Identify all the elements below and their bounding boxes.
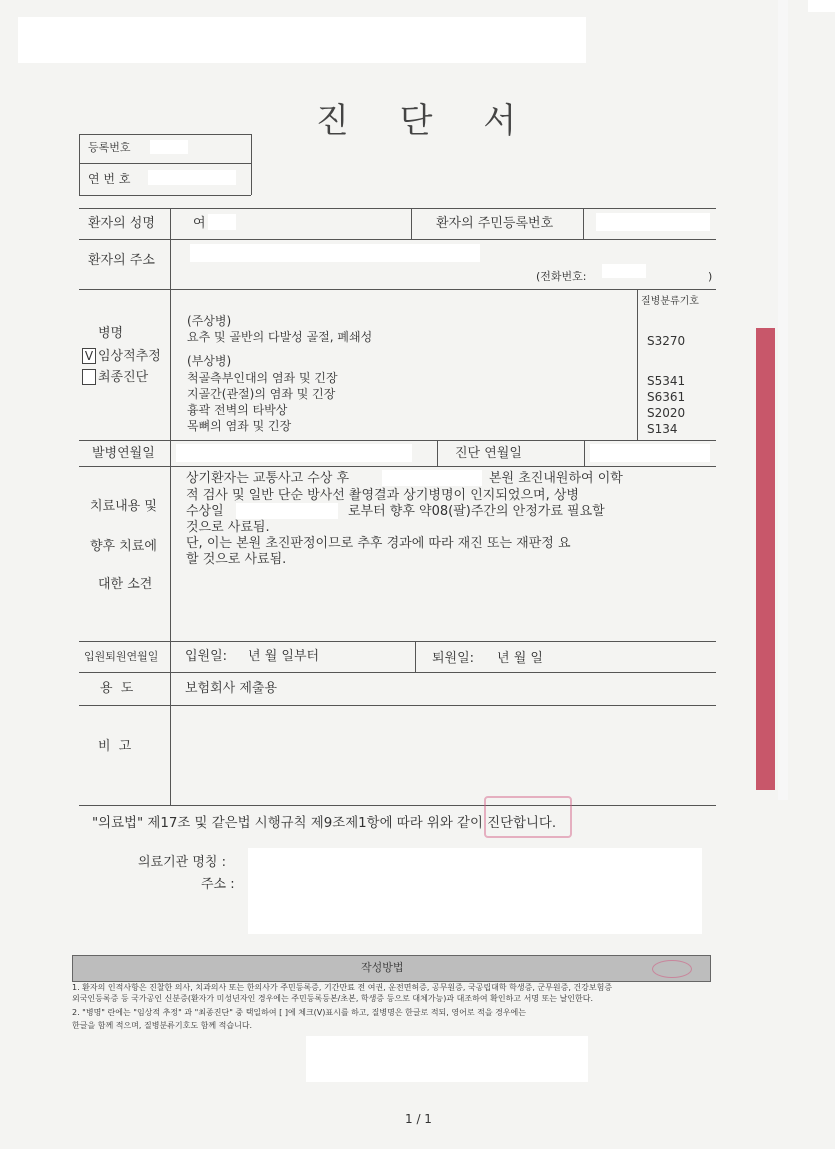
redacted-injury-date <box>236 503 338 519</box>
redacted-patient-name <box>208 214 236 230</box>
code-header: 질병분류기호 <box>641 296 699 307</box>
serial-no-label: 연 번 호 <box>88 172 131 186</box>
opinion-label-line3: 대한 소견 <box>98 577 153 592</box>
final-diagnosis-checkbox[interactable] <box>82 369 96 385</box>
diagnosis-label: 병명 <box>98 326 124 341</box>
document-title: 진 단 서 <box>316 101 537 141</box>
opinion-line-right: 로부터 향후 약08(팔)주간의 안정가료 필요할 <box>348 504 605 519</box>
secondary-diagnosis-code: S134 <box>647 422 678 436</box>
redacted-signature <box>306 1036 588 1082</box>
redacted-corner <box>808 0 835 12</box>
primary-diagnosis-name: 요추 및 골반의 다발성 골절, 폐쇄성 <box>187 330 373 344</box>
reg-no-label: 등록번호 <box>88 141 131 154</box>
opinion-line-left: 할 것으로 사료됨. <box>186 552 287 567</box>
redacted-serial-no <box>148 170 236 185</box>
redacted-resident-no <box>596 213 710 231</box>
instruction-line: 한글을 함께 적으며, 질병분류기호도 함께 적습니다. <box>72 1021 253 1030</box>
initials-stamp-icon <box>652 960 692 978</box>
admit-label: 입원일: <box>185 649 228 664</box>
admit-text: 년 월 일부터 <box>248 649 320 664</box>
opinion-label-line1: 치료내용 및 <box>90 499 157 514</box>
instructions-header: 작성방법 <box>361 961 404 974</box>
instruction-line: 외국인등록증 등 국가공인 신분증(환자가 미성년자인 경우에는 주민등록등본/초본, 학생증 등으로 대체가능)과 대조하여 확인하고 서명 또는 날인한다. <box>72 994 594 1003</box>
secondary-diagnosis-name: 지골간(관절)의 염좌 및 긴장 <box>187 387 336 401</box>
scanner-side-bar <box>756 328 775 790</box>
patient-address-label: 환자의 주소 <box>88 253 155 268</box>
institution-name-label: 의료기관 명칭 : <box>138 855 226 870</box>
secondary-diagnosis-code: S6361 <box>647 390 686 404</box>
secondary-diagnosis-code: S2020 <box>647 406 686 420</box>
certification-statement: "의료법" 제17조 및 같은법 시행규칙 제9조제1항에 따라 위와 같이 진단합니다. <box>92 816 557 831</box>
final-diagnosis-label: 최종진단 <box>98 370 149 385</box>
redacted-header <box>18 17 586 63</box>
right-margin-strip <box>778 0 788 800</box>
opinion-line-left: 것으로 사료됨. <box>186 520 270 535</box>
patient-name-value: 여 <box>193 216 206 231</box>
redacted-onset-date <box>176 444 412 462</box>
redacted-accident-date <box>382 470 482 486</box>
institution-address-label: 주소 : <box>201 877 235 892</box>
clinical-estimate-label: 임상적추정 <box>98 349 161 364</box>
patient-name-label: 환자의 성명 <box>88 216 155 231</box>
clinical-estimate-checkbox[interactable]: V <box>82 348 96 364</box>
redacted-institution <box>248 848 702 934</box>
purpose-value: 보험회사 제출용 <box>185 681 278 696</box>
secondary-diagnosis-name: 척골측부인대의 염좌 및 긴장 <box>187 371 338 385</box>
diagnosis-date-label: 진단 연월일 <box>455 446 522 461</box>
instruction-line: 2. "병명" 란에는 "임상적 추정" 과 "최종진단" 중 택일하여 [ ]에 체크(V)표시를 하고, 질병명은 한글로 적되, 영어로 적을 경우에는 <box>72 1008 527 1017</box>
opinion-label-line2: 향후 치료에 <box>90 539 157 554</box>
discharge-text: 년 월 일 <box>497 651 543 666</box>
purpose-label: 용 도 <box>100 681 136 696</box>
opinion-line-right: 본원 초진내원하여 이학 <box>489 471 623 486</box>
secondary-diagnosis-code: S5341 <box>647 374 686 388</box>
resident-no-label: 환자의 주민등록번호 <box>436 216 554 231</box>
remarks-label: 비 고 <box>98 739 134 754</box>
secondary-diagnosis-name: 목뼈의 염좌 및 긴장 <box>187 419 292 433</box>
instruction-line: 1. 환자의 인적사항은 진찰한 의사, 치과의사 또는 한의사가 주민등록증, 기간만료 전 여권, 운전면허증, 공무원증, 국공립대학 학생증, 군무원증, 건강보험증 <box>72 983 613 992</box>
phone-close: ) <box>708 270 713 283</box>
admission-label: 입원퇴원연월일 <box>84 650 159 663</box>
secondary-header: (부상병) <box>187 354 232 368</box>
primary-diagnosis-code: S3270 <box>647 334 686 348</box>
redacted-phone <box>602 264 646 278</box>
redacted-reg-no <box>150 140 188 154</box>
redacted-address <box>190 244 480 262</box>
discharge-label: 퇴원일: <box>432 651 475 666</box>
opinion-line-left: 수상일 <box>186 504 224 519</box>
redacted-diagnosis-date <box>590 444 710 462</box>
primary-header: (주상병) <box>187 314 232 328</box>
opinion-line-left: 상기환자는 교통사고 수상 후 <box>186 471 350 486</box>
secondary-diagnosis-name: 흉곽 전벽의 타박상 <box>187 403 288 417</box>
phone-label: (전화번호: <box>536 270 587 283</box>
opinion-line-left: 단, 이는 본원 초진판정이므로 추후 경과에 따라 재진 또는 재판정 요 <box>186 536 571 551</box>
page-number: 1 / 1 <box>405 1112 432 1126</box>
onset-date-label: 발병연월일 <box>92 446 155 461</box>
opinion-line-left: 적 검사 및 일반 단순 방사선 촬영결과 상기병명이 인지되었으며, 상병 <box>186 488 579 503</box>
